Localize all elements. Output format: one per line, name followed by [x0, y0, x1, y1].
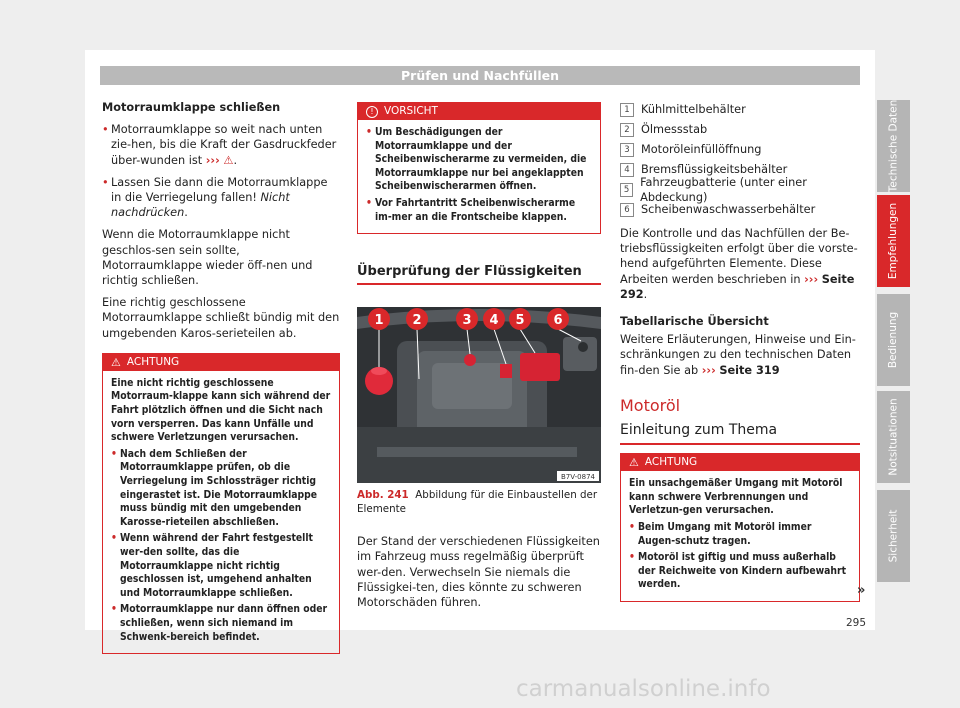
- bullet-item: • Motorraumklappe so weit nach unten zie-hen, bis die Kraft der Gasdruckfeder über-wunden ist ››› ⚠.: [102, 123, 337, 167]
- chapter-title: Motoröl: [620, 395, 681, 415]
- warning-triangle-icon: ⚠: [223, 153, 234, 167]
- tab-bedienung[interactable]: Bedienung: [877, 294, 910, 386]
- caution-box: ! VORSICHT • Um Beschädigungen der Motorraumklappe und der Scheibenwischerarme zu vermeiden, die Motorraumklappe nur bei angeklappten Scheibenwischerarmen öffnen. • Vor Fahrtantritt Scheibenwischerarme im-mer an die Frontscheibe klappen.: [357, 102, 601, 234]
- item-label: Fahrzeugbatterie (unter einer Abdeckung): [640, 175, 807, 204]
- image-code: B7V-0874: [561, 473, 595, 482]
- numbered-list: [620, 100, 860, 220]
- bullet-item: • Lassen Sie dann die Motorraumklappe in die Verriegelung fallen! Nicht nachdrücken.: [102, 175, 328, 220]
- section-rule: [620, 443, 860, 445]
- engine-bay-illustration: [357, 307, 601, 483]
- list-item: [620, 175, 860, 204]
- tab-empfehlungen[interactable]: Empfehlungen: [877, 195, 910, 287]
- warning-box: ⚠ ACHTUNG Eine nicht richtig geschlossene Motorraum-klappe kann sich während der Fahrt plötzlich öffnen und die Sicht nach vorn versperren. Das kann Unfälle und schwere Verletzungen verursachen. • Nach dem Schließen der Motorraumklappe prüfen, ob die Verriegelung im Schlossträger richtig eingerastet ist. Die Motorraumklappe muss bündig mit den umgebenden Karosse-rieteilen abschließen. • Wenn während der Fahrt festgestellt wer-den sollte, das die Motorraumklappe nicht richtig geschlossen ist, umgehend anhalten und Motorraumklappe schließen. • Motorraumklappe nur dann öffnen oder schließen, wenn sich niemand im Schwenk-bereich befindet.: [102, 353, 340, 654]
- paragraph: Eine richtig geschlossene Motorraumklappe schließt bündig mit den umgebenden Karos-serieteilen ab.: [102, 296, 340, 340]
- tab-sicherheit[interactable]: Sicherheit: [877, 490, 910, 582]
- callout-2: 2: [412, 313, 422, 329]
- tab-technische-daten[interactable]: Technische Daten: [877, 100, 910, 192]
- item-number: 2: [620, 123, 634, 137]
- column-2: [357, 102, 601, 617]
- warning-triangle-icon: ⚠: [111, 355, 121, 369]
- callout-3: 3: [462, 313, 472, 329]
- paragraph: Wenn die Motorraumklappe nicht geschlos-sen sein sollte, Motorraumklappe wieder öff-nen und richtig schließen.: [102, 228, 313, 288]
- warning-triangle-icon: ⚠: [629, 456, 639, 470]
- tab-notsituationen[interactable]: Notsituationen: [877, 391, 910, 483]
- section-heading: Motorraumklappe schließen: [102, 101, 281, 114]
- chapter-subtitle: Einleitung zum Thema: [620, 422, 778, 439]
- list-item: [620, 140, 860, 160]
- watermark: carmanualsonline.info: [516, 676, 771, 702]
- callout-5: 5: [515, 313, 525, 329]
- callout-4: 4: [489, 313, 499, 329]
- list-item: [620, 120, 860, 140]
- paragraph: Weitere Erläuterungen, Hinweise und Ein-schränkungen zu den technischen Daten fin-den Sie ab ››› Seite 319: [620, 333, 856, 377]
- column-1: [102, 100, 340, 654]
- column-3: [620, 100, 860, 602]
- item-label: Scheibenwaschwasserbehälter: [641, 203, 816, 217]
- warning-box: ⚠ ACHTUNG Ein unsachgemäßer Umgang mit Motoröl kann schwere Verbrennungen und Verletzun-gen verursachen. • Beim Umgang mit Motoröl immer Augen-schutz tragen. • Motoröl ist giftig und muss außerhalb der Reichweite von Kindern aufbewahrt werden.: [620, 453, 860, 602]
- section-rule: [357, 283, 601, 285]
- item-label: Bremsflüssigkeitsbehälter: [641, 163, 788, 177]
- item-number: 6: [620, 203, 634, 217]
- engine-bay-image: [357, 307, 601, 483]
- subheading: Tabellarische Übersicht: [620, 315, 769, 329]
- item-label: Ölmessstab: [641, 123, 708, 137]
- callout-6: 6: [553, 313, 563, 329]
- callout-1: 1: [374, 313, 384, 329]
- item-number: 4: [620, 163, 634, 177]
- page-header: Prüfen und Nachfüllen: [100, 66, 860, 85]
- item-number: 5: [620, 183, 633, 197]
- paragraph: Der Stand der verschiedenen Flüssigkeiten im Fahrzeug muss regelmäßig überprüft wer-den. Verwechseln Sie niemals die Flüssigkei-ten, dies könnte zu schweren Motorschäden führen.: [357, 535, 600, 609]
- info-icon: !: [366, 106, 378, 118]
- section-title: Überprüfung der Flüssigkeiten: [357, 264, 582, 280]
- item-number: 1: [620, 103, 634, 117]
- list-item: [620, 100, 860, 120]
- figure-caption: Abb. 241 Abbildung für die Einbaustellen der Elemente: [357, 489, 598, 515]
- page-number: 295: [846, 617, 867, 629]
- item-label: Motoröleinfüllöffnung: [641, 143, 762, 157]
- item-label: Kühlmittelbehälter: [641, 103, 746, 117]
- continued-icon: »: [857, 583, 866, 598]
- paragraph: Die Kontrolle und das Nachfüllen der Be-triebsflüssigkeiten erfolgt über die vorste-hend aufgeführten Elemente. Diese Arbeiten werden beschrieben in ››› Seite 292.: [620, 227, 858, 301]
- item-number: 3: [620, 143, 634, 157]
